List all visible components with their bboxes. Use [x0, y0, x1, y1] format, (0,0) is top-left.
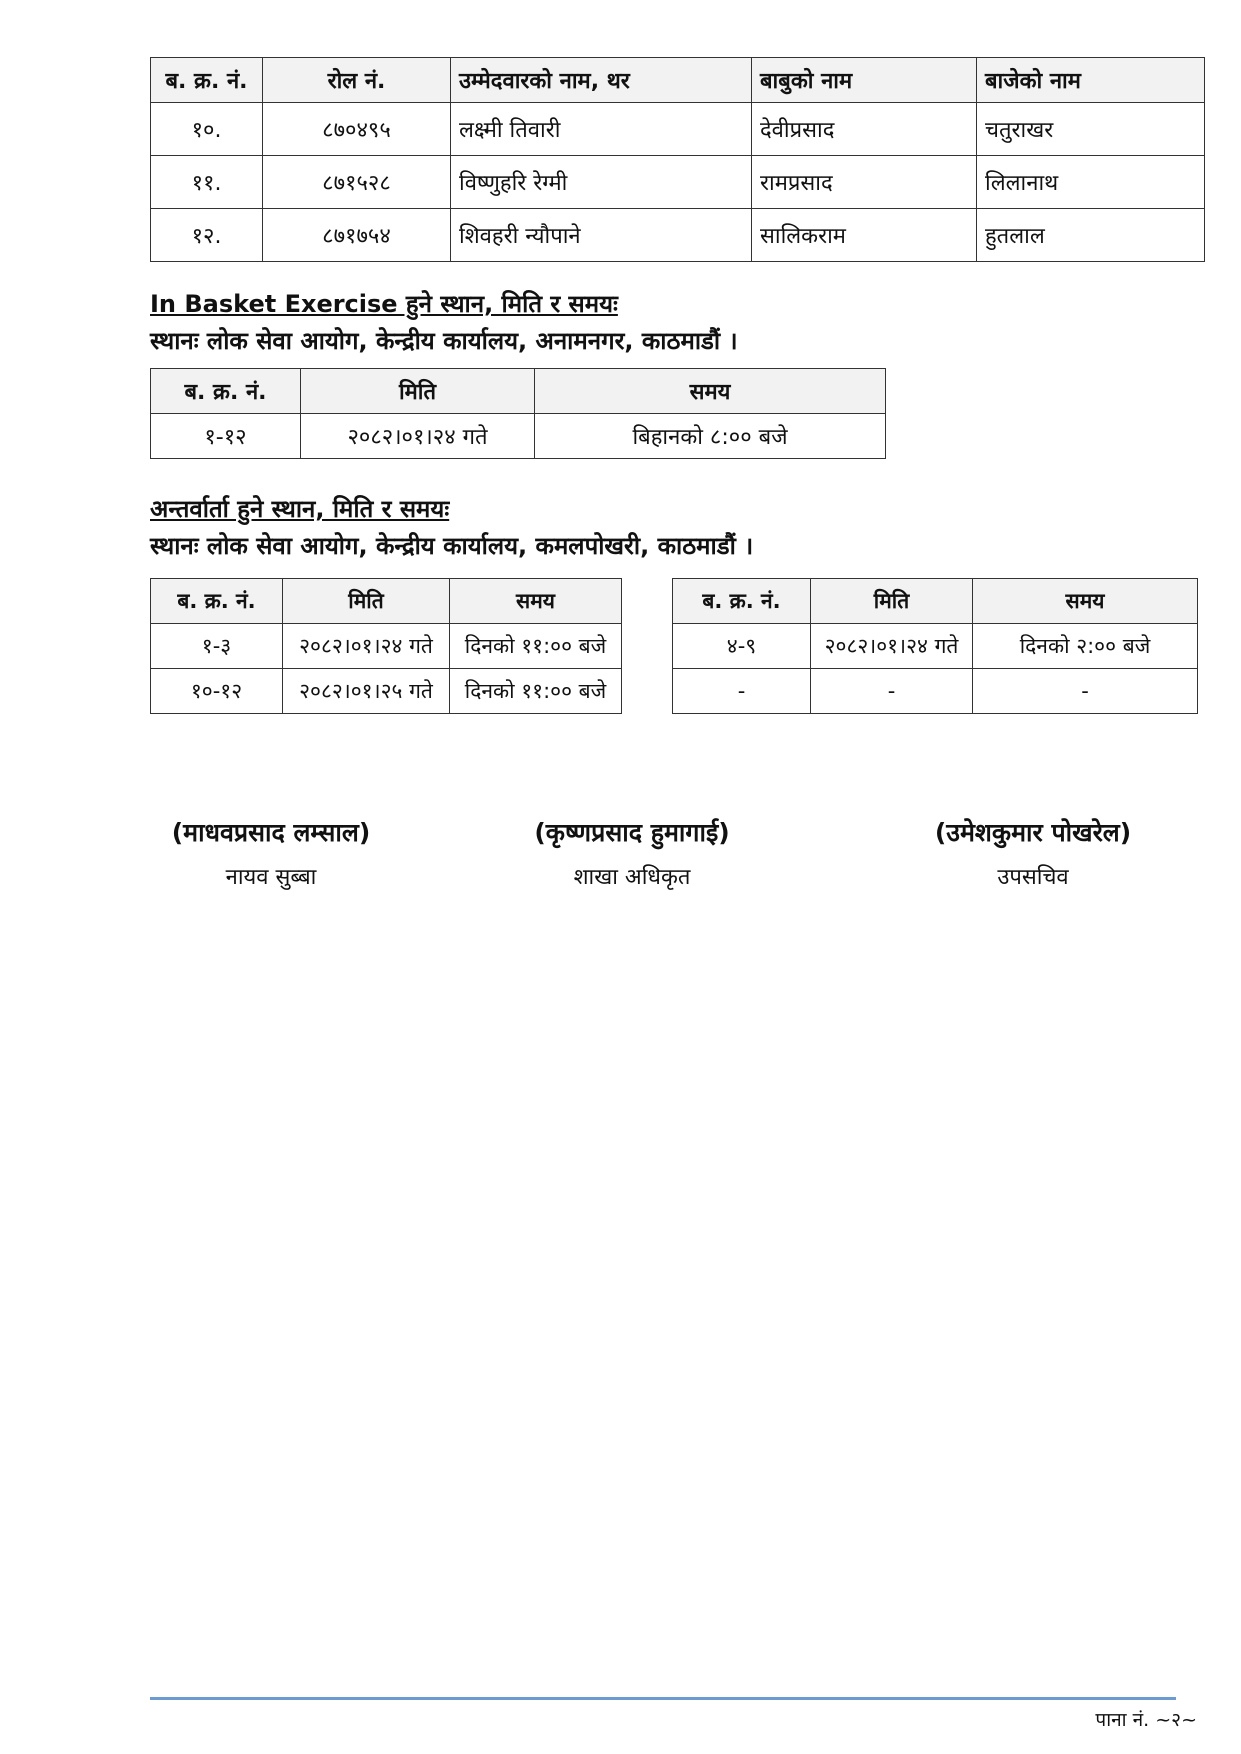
- signature-block-1: [106, 815, 436, 891]
- cell-serial: ११.: [151, 156, 263, 209]
- cell-name: विष्णुहरि रेग्मी: [451, 156, 752, 209]
- col-header-serial: ब. क्र. नं.: [151, 369, 301, 414]
- candidates-table: [150, 57, 1205, 262]
- basket-heading: In Basket Exercise हुने स्थान, मिति र समयः: [150, 290, 618, 318]
- cell-date: २०८२।०१।२४ गते: [283, 624, 450, 669]
- footer-divider: [150, 1697, 1176, 1700]
- table-row: [151, 624, 622, 669]
- cell-date: २०८२।०१।२५ गते: [283, 669, 450, 714]
- page-number: पाना नं. ~२~: [1095, 1709, 1197, 1731]
- cell-roll: ८७०४९५: [263, 103, 451, 156]
- cell-time: बिहानको ८:०० बजे: [535, 414, 886, 459]
- cell-time: दिनको ११:०० बजे: [450, 624, 622, 669]
- col-header-date: मिति: [301, 369, 535, 414]
- interview-location: स्थानः लोक सेवा आयोग, केन्द्रीय कार्यालय, कमलपोखरी, काठमाडौं ।: [150, 532, 754, 560]
- table-header-row: [673, 579, 1198, 624]
- col-header-serial: ब. क्र. नं.: [673, 579, 811, 624]
- cell-name: शिवहरी न्यौपाने: [451, 209, 752, 262]
- table-row: [151, 156, 1205, 209]
- cell-date: २०८२।०१।२४ गते: [301, 414, 535, 459]
- cell-time: -: [973, 669, 1198, 714]
- cell-roll: ८७१७५४: [263, 209, 451, 262]
- signature-block-2: [467, 815, 797, 891]
- table-row: [151, 669, 622, 714]
- table-row: [673, 669, 1198, 714]
- cell-serial: १-३: [151, 624, 283, 669]
- basket-location: स्थानः लोक सेवा आयोग, केन्द्रीय कार्यालय, अनामनगर, काठमाडौं ।: [150, 327, 738, 355]
- table-header-row: [151, 579, 622, 624]
- col-header-date: मिति: [283, 579, 450, 624]
- cell-date: २०८२।०१।२४ गते: [811, 624, 973, 669]
- col-header-serial: ब. क्र. नं.: [151, 58, 263, 103]
- cell-serial: १०.: [151, 103, 263, 156]
- signatory-name: (उमेशकुमार पोखरेल): [934, 818, 1132, 847]
- signatory-title: उपसचिव: [997, 865, 1069, 890]
- col-header-name: उम्मेदवारको नाम, थर: [451, 58, 752, 103]
- cell-serial: १०-१२: [151, 669, 283, 714]
- col-header-serial: ब. क्र. नं.: [151, 579, 283, 624]
- col-header-time: समय: [450, 579, 622, 624]
- cell-date: -: [811, 669, 973, 714]
- cell-grandfather: लिलानाथ: [977, 156, 1205, 209]
- col-header-father: बाबुको नाम: [752, 58, 977, 103]
- signatory-name: (कृष्णप्रसाद हुमागाई): [534, 818, 730, 847]
- col-header-date: मिति: [811, 579, 973, 624]
- signatory-name: (माधवप्रसाद लम्साल): [171, 818, 371, 847]
- cell-name: लक्ष्मी तिवारी: [451, 103, 752, 156]
- cell-serial: १२.: [151, 209, 263, 262]
- table-row: [151, 103, 1205, 156]
- col-header-time: समय: [535, 369, 886, 414]
- table-row: [151, 414, 886, 459]
- interview-heading: अन्तर्वार्ता हुने स्थान, मिति र समयः: [150, 495, 450, 523]
- cell-serial: १-१२: [151, 414, 301, 459]
- interview-schedule-table-left: [150, 578, 622, 714]
- cell-time: दिनको २:०० बजे: [973, 624, 1198, 669]
- signatory-title: नायव सुब्बा: [225, 865, 317, 890]
- cell-serial: ४-९: [673, 624, 811, 669]
- col-header-grandfather: बाजेको नाम: [977, 58, 1205, 103]
- cell-grandfather: हुतलाल: [977, 209, 1205, 262]
- table-row: [673, 624, 1198, 669]
- table-row: [151, 209, 1205, 262]
- col-header-time: समय: [973, 579, 1198, 624]
- col-header-roll: रोल नं.: [263, 58, 451, 103]
- interview-schedule-table-right: [672, 578, 1198, 714]
- cell-time: दिनको ११:०० बजे: [450, 669, 622, 714]
- table-header-row: [151, 58, 1205, 103]
- signature-block-3: [868, 815, 1198, 891]
- cell-serial: -: [673, 669, 811, 714]
- cell-roll: ८७१५२८: [263, 156, 451, 209]
- cell-grandfather: चतुराखर: [977, 103, 1205, 156]
- cell-father: सालिकराम: [752, 209, 977, 262]
- signatory-title: शाखा अधिकृत: [573, 865, 691, 890]
- cell-father: देवीप्रसाद: [752, 103, 977, 156]
- table-header-row: [151, 369, 886, 414]
- cell-father: रामप्रसाद: [752, 156, 977, 209]
- basket-schedule-table: [150, 368, 886, 459]
